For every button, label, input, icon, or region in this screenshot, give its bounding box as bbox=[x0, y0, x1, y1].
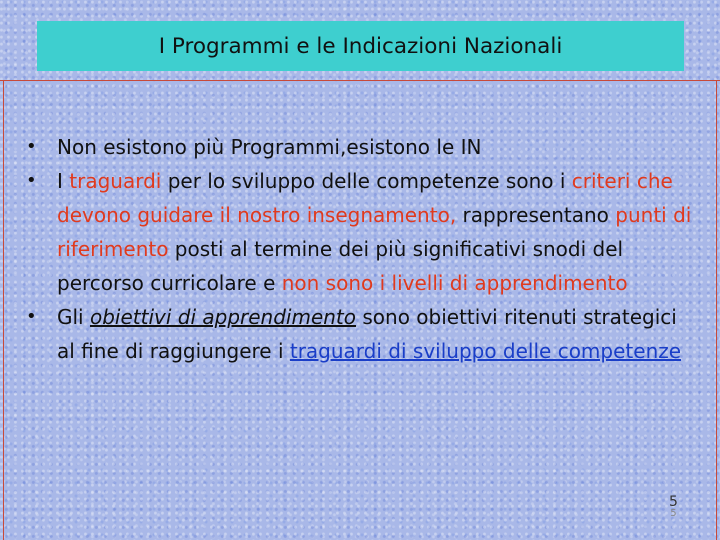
highlight-non-sono: non sono i livelli di apprendimento bbox=[281, 271, 628, 295]
bullet-2-text: I bbox=[57, 169, 70, 193]
bullet-1-text: Non esistono più Programmi,esistono le IN bbox=[57, 135, 482, 159]
page-number-shadow: 5 bbox=[670, 508, 677, 519]
slide-title: I Programmi e le Indicazioni Nazionali bbox=[158, 33, 563, 59]
bullet-icon: • bbox=[26, 170, 37, 191]
bullet-2-text: rappresentano bbox=[456, 203, 616, 227]
page-number-value: 5 bbox=[669, 494, 678, 510]
highlight-punti: punti di riferimento bbox=[57, 203, 692, 261]
top-rule bbox=[0, 80, 720, 81]
bullet-2-text: posti al termine dei più significativi snodi del percorso curricolare e bbox=[57, 237, 624, 295]
title-bar bbox=[37, 21, 684, 71]
bullet-icon: • bbox=[26, 306, 37, 327]
bullet-item-3 bbox=[0, 300, 697, 368]
bullet-icon: • bbox=[26, 136, 37, 157]
bullet-3-text: Gli bbox=[57, 305, 90, 329]
highlight-criteri: criteri che devono guidare il nostro insegnamento, bbox=[57, 169, 673, 227]
traguardi-link[interactable]: traguardi di sviluppo delle competenze bbox=[289, 339, 682, 363]
bullet-3-text: sono obiettivi ritenuti strategici al fine di raggiungere i bbox=[57, 305, 677, 363]
bullet-item-1 bbox=[0, 130, 697, 164]
obiettivi-emphasis: obiettivi di apprendimento bbox=[89, 305, 357, 329]
highlight-traguardi: traguardi bbox=[69, 169, 162, 193]
bullet-2-text: per lo sviluppo delle competenze sono i bbox=[161, 169, 572, 193]
bullet-item-2 bbox=[0, 164, 697, 300]
bullet-list bbox=[0, 130, 720, 368]
page-number bbox=[669, 496, 678, 520]
